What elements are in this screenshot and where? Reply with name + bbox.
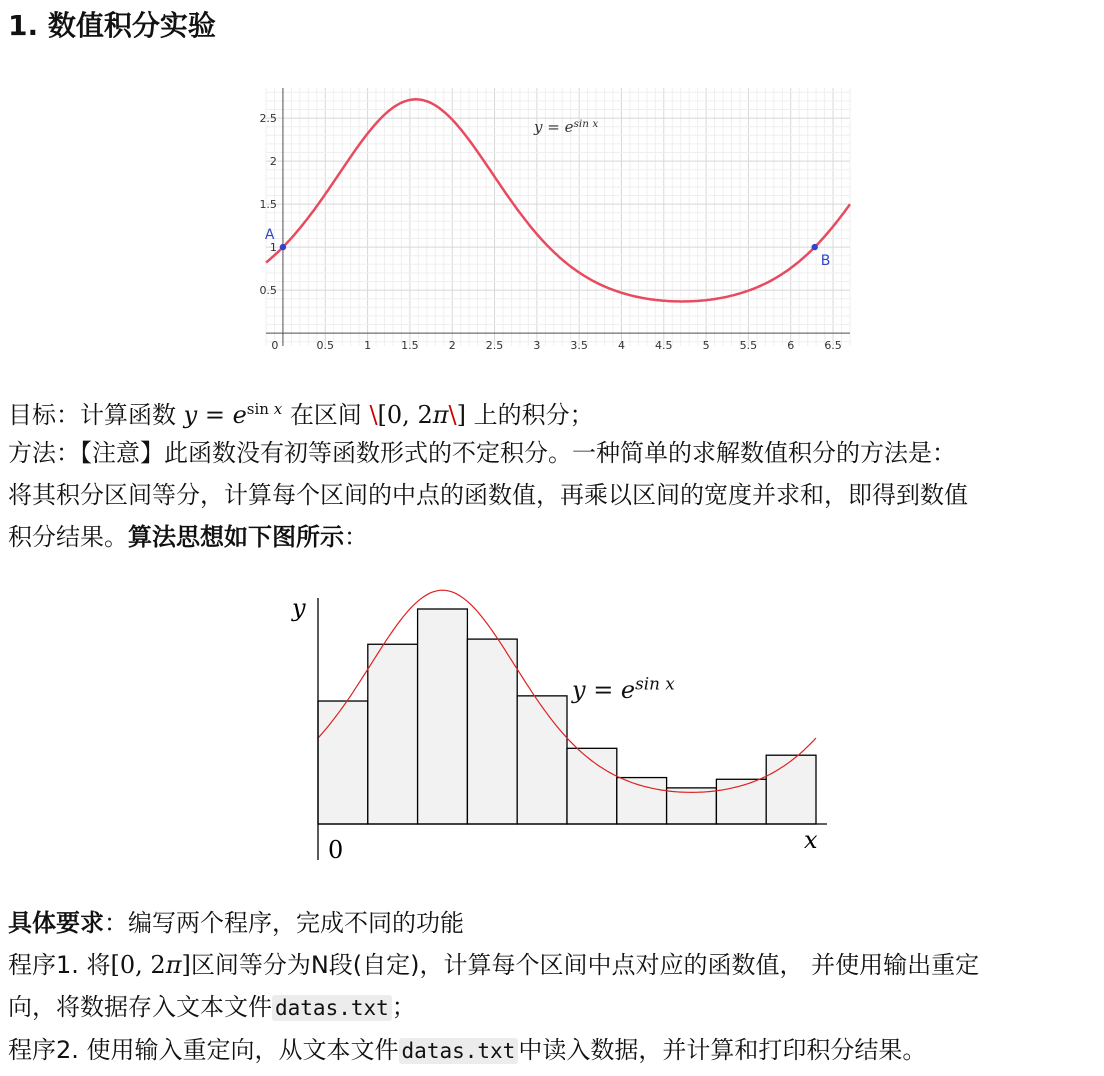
y-tick-label: 0.5: [259, 284, 277, 298]
x-tick-label: 3.5: [570, 339, 588, 353]
point-a: [280, 244, 286, 250]
y-tick-label: 1: [269, 241, 277, 255]
midpoint-bar: [766, 755, 816, 824]
requirements-label: 具体要求: [8, 909, 104, 937]
x-tick-label: 6: [787, 339, 795, 353]
goal-text-2: 在区间: [289, 401, 362, 429]
x-tick-label: 4.5: [655, 339, 673, 353]
method-line-3c: ：: [344, 523, 368, 551]
midpoint-bar: [368, 644, 418, 824]
midpoint-rule-figure: [282, 590, 842, 868]
program2-b: 中读入数据，并计算和打印积分结果。: [518, 1036, 927, 1064]
method-line-2: 将其积分区间等分，计算每个区间的中点的函数值，再乘以区间的宽度并求和，即得到数值: [8, 481, 968, 509]
midpoint-bar: [467, 639, 517, 824]
interval-inline: \[0, 2π\]: [369, 401, 466, 429]
midpoint-bar: [318, 701, 368, 824]
function-graph: [259, 86, 854, 354]
x-tick-label: 2: [448, 339, 456, 353]
requirements-text: ：编写两个程序，完成不同的功能: [104, 909, 464, 937]
program1-b: 区间等分为N段(自定)，计算每个区间中点对应的函数值， 并使用输出重定: [190, 951, 980, 979]
requirements-paragraph: [8, 902, 1098, 1072]
midpoint-annotation: $y = e^{sin x}$: [572, 673, 675, 704]
graph-points: [265, 227, 830, 269]
curve-annotation: $y = e^{sin x}$: [534, 117, 599, 136]
origin-label: 0: [328, 836, 344, 864]
midpoint-bar: [617, 778, 667, 824]
method-line-3a: 积分结果。: [8, 523, 128, 551]
program1-c: 向，将数据存入文本文件: [8, 993, 272, 1021]
x-axis-label: x: [804, 826, 818, 854]
midpoint-bar: [567, 748, 617, 824]
filename-code-1: datas.txt: [272, 995, 392, 1021]
x-tick-label: 3: [533, 339, 541, 353]
midpoint-bar: [667, 788, 717, 824]
x-tick-label: 1.5: [401, 339, 419, 353]
point-b: [812, 244, 818, 250]
x-tick-label: 5.5: [739, 339, 758, 353]
section-title: 1. 数值积分实验: [8, 9, 216, 42]
x-tick-label: 5: [702, 339, 710, 353]
goal-text-3: 上的积分；: [473, 401, 594, 429]
goal-label: 目标：: [8, 401, 80, 429]
method-line-1: 方法：【注意】此函数没有初等函数形式的不定积分。一种简单的求解数值积分的方法是：: [8, 439, 956, 467]
midpoint-bar: [517, 696, 567, 824]
midpoint-bar: [418, 609, 468, 824]
program1-a: 程序1. 将: [8, 951, 111, 979]
x-tick-label: 4: [617, 339, 625, 353]
method-paragraph: [8, 432, 1098, 558]
method-line-3b: 算法思想如下图所示: [128, 523, 344, 551]
x-tick-label: 6.5: [824, 339, 842, 353]
point-label-a: A: [264, 227, 275, 244]
interval-inline-2: [0, 2π]: [110, 951, 191, 979]
y-tick-label: 1.5: [259, 198, 277, 212]
goal-text-1: 计算函数: [80, 401, 176, 429]
y-axis-label: y: [292, 594, 306, 622]
y-tick-label: 2: [269, 155, 277, 169]
point-label-b: B: [820, 253, 831, 270]
goal-paragraph: [8, 388, 1098, 436]
program1-d: ；: [391, 993, 416, 1021]
x-tick-label: 2.5: [485, 339, 504, 353]
x-tick-label: 1: [364, 339, 372, 353]
midpoint-bars: [318, 609, 816, 824]
filename-code-2: datas.txt: [399, 1038, 519, 1064]
program2-a: 程序2. 使用输入重定向，从文本文件: [8, 1036, 399, 1064]
x-tick-label: 0.5: [316, 339, 334, 353]
y-tick-label: 2.5: [259, 112, 277, 126]
formula-inline: $y = e^{sin x}$: [183, 400, 283, 429]
x-tick-label: 0: [271, 339, 279, 353]
